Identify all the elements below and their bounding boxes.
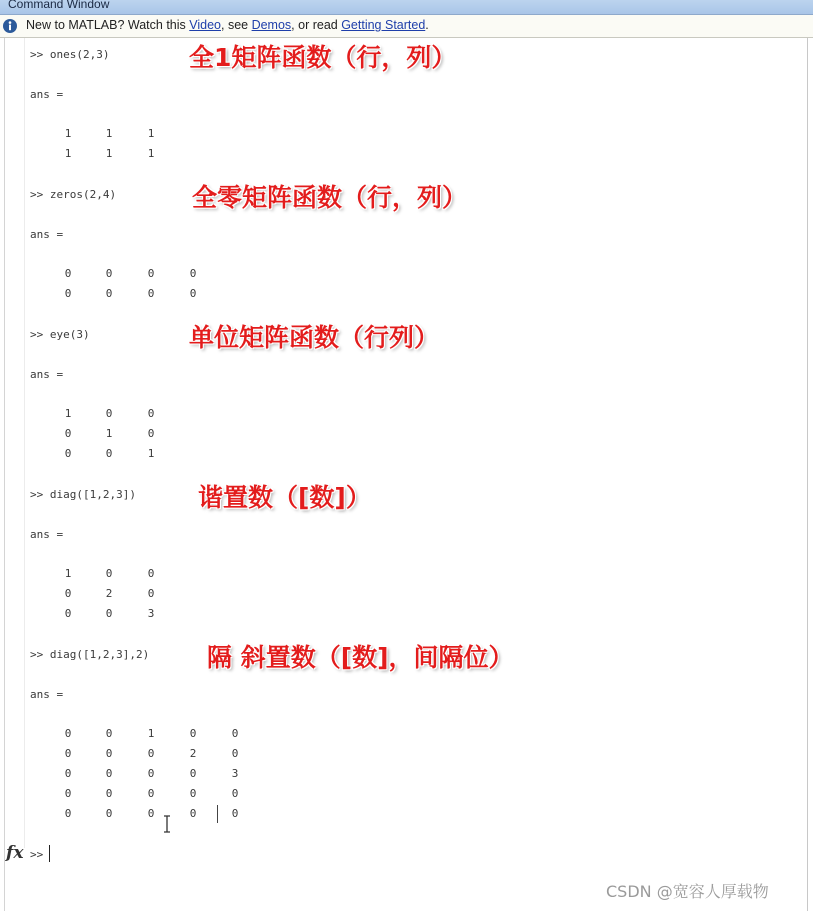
matrix-cell: 0: [147, 807, 155, 820]
watermark: CSDN @宽容人厚载物: [606, 882, 769, 901]
matrix-cell: 3: [231, 767, 239, 780]
matrix-row: [0, 267, 813, 281]
matrix-row: [0, 727, 813, 741]
matrix-cell: 0: [64, 447, 72, 460]
matrix-cell: 0: [105, 747, 113, 760]
matrix-cell: 0: [105, 727, 113, 740]
matrix-cell: 0: [105, 447, 113, 460]
ans-label: ans =: [30, 228, 64, 241]
info-prefix: New to MATLAB? Watch this: [26, 18, 190, 32]
matrix-cell: 1: [147, 727, 155, 740]
command-line: >> diag([1,2,3],2): [30, 648, 150, 661]
matrix-cell: 0: [231, 727, 239, 740]
command-prompt[interactable]: >>: [30, 848, 44, 861]
matrix-row: [0, 287, 813, 301]
annotation-label: 隔 斜置数（[数]，间隔位）: [207, 643, 514, 672]
matrix-row: [0, 767, 813, 781]
matrix-cell: 1: [64, 407, 72, 420]
annotation-label: 全零矩阵函数（行，列）: [192, 183, 468, 212]
matrix-cell: 0: [105, 287, 113, 300]
matrix-cell: 0: [105, 787, 113, 800]
matrix-cell: 0: [189, 267, 197, 280]
matrix-row: [0, 427, 813, 441]
matrix-cell: 0: [64, 727, 72, 740]
matrix-cell: 0: [189, 287, 197, 300]
matrix-cell: 0: [189, 767, 197, 780]
matrix-cell: 1: [64, 147, 72, 160]
matrix-cell: 0: [147, 287, 155, 300]
matrix-cell: 1: [147, 447, 155, 460]
info-bar: [0, 15, 813, 38]
ans-label: ans =: [30, 528, 64, 541]
matrix-cell: 0: [64, 807, 72, 820]
matrix-cell: 1: [105, 147, 113, 160]
matrix-cell: 2: [189, 747, 197, 760]
matrix-cell: 1: [147, 147, 155, 160]
info-suffix: .: [425, 18, 429, 32]
matrix-cell: 0: [64, 587, 72, 600]
matrix-cell: 0: [147, 567, 155, 580]
info-mid1: , see: [221, 18, 252, 32]
matrix-cell: 0: [147, 407, 155, 420]
matrix-cell: 2: [105, 587, 113, 600]
matrix-row: [0, 127, 813, 141]
matrix-cell: 0: [64, 747, 72, 760]
matrix-row: [0, 587, 813, 601]
input-caret: [49, 845, 50, 862]
matrix-row: [0, 147, 813, 161]
text-cursor-bar: [217, 805, 218, 823]
matrix-cell: 0: [189, 727, 197, 740]
annotation-label: 全1矩阵函数（行，列）: [189, 43, 457, 72]
matrix-cell: 0: [105, 607, 113, 620]
matrix-cell: 0: [105, 767, 113, 780]
command-line: >> eye(3): [30, 328, 90, 341]
command-line: >> ones(2,3): [30, 48, 110, 61]
matrix-cell: 0: [147, 427, 155, 440]
command-line: >> diag([1,2,3]): [30, 488, 136, 501]
matrix-cell: 0: [64, 767, 72, 780]
matrix-cell: 0: [231, 807, 239, 820]
matrix-cell: 0: [105, 267, 113, 280]
info-mid2: , or read: [291, 18, 342, 32]
window-title: Command Window: [8, 0, 110, 11]
matrix-cell: 1: [64, 567, 72, 580]
matrix-cell: 0: [105, 567, 113, 580]
matrix-cell: 0: [189, 787, 197, 800]
ibeam-cursor-icon: [162, 815, 172, 833]
matrix-cell: 1: [105, 127, 113, 140]
demos-link[interactable]: Demos: [251, 18, 292, 32]
matrix-cell: 0: [147, 587, 155, 600]
matrix-row: [0, 787, 813, 801]
matrix-cell: 0: [105, 407, 113, 420]
video-link[interactable]: Video: [189, 18, 221, 32]
info-icon: [3, 19, 17, 33]
matrix-cell: 0: [64, 787, 72, 800]
matrix-cell: 1: [105, 427, 113, 440]
matrix-cell: 0: [231, 787, 239, 800]
matrix-cell: 0: [64, 427, 72, 440]
annotation-label: 谐置数（[数]）: [198, 483, 371, 512]
matrix-row: [0, 407, 813, 421]
command-window-titlebar: [0, 0, 813, 15]
matrix-row: [0, 567, 813, 581]
matrix-cell: 0: [189, 807, 197, 820]
matrix-row: [0, 447, 813, 461]
ans-label: ans =: [30, 688, 64, 701]
matrix-cell: 0: [105, 807, 113, 820]
matrix-cell: 3: [147, 607, 155, 620]
matrix-cell: 1: [64, 127, 72, 140]
matrix-cell: 0: [64, 267, 72, 280]
matrix-row: [0, 607, 813, 621]
matrix-row: [0, 807, 813, 821]
matrix-cell: 0: [147, 267, 155, 280]
matrix-row: [0, 747, 813, 761]
matrix-cell: 0: [231, 747, 239, 760]
matrix-cell: 0: [64, 607, 72, 620]
matrix-cell: 0: [147, 767, 155, 780]
command-line: >> zeros(2,4): [30, 188, 117, 201]
annotation-label: 单位矩阵函数（行列）: [189, 323, 440, 352]
ans-label: ans =: [30, 88, 64, 101]
info-text: [26, 18, 429, 32]
matrix-cell: 1: [147, 127, 155, 140]
matrix-cell: 0: [147, 747, 155, 760]
matrix-cell: 0: [147, 787, 155, 800]
getting-started-link[interactable]: Getting Started: [341, 18, 426, 32]
function-browser-icon[interactable]: fx: [6, 843, 24, 863]
ans-label: ans =: [30, 368, 64, 381]
matrix-cell: 0: [64, 287, 72, 300]
